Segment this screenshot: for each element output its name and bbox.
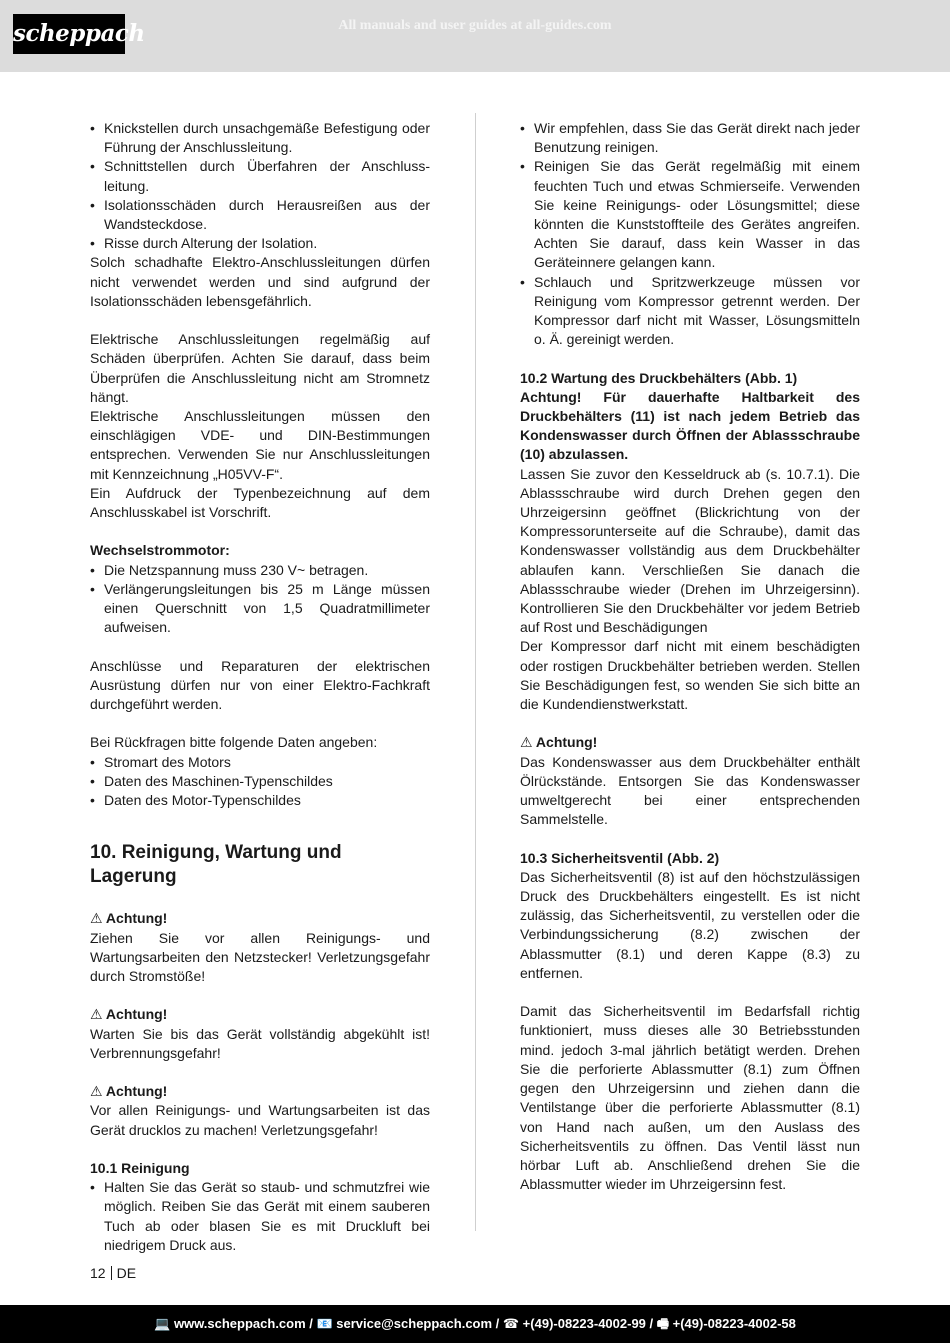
watermark-text: All manuals and user guides at all-guides.com xyxy=(338,18,612,33)
list-item: • Daten des Maschinen-Typenschildes xyxy=(90,772,430,791)
footer-contact-bar xyxy=(0,1305,950,1343)
list-item: • Stromart des Motors xyxy=(90,753,430,772)
list-item: • Schlauch und Spritzwerkzeuge müssen vor Reinigung vom Kompressor getrennt werden. Der Kompressor darf nicht mit Wasser, Lösungsmitteln o. Ä. gereinigt werden. xyxy=(520,273,860,350)
scheppach-logo: scheppach xyxy=(13,14,125,54)
list-item: • Die Netzspannung muss 230 V~ betragen. xyxy=(90,561,430,580)
paragraph: Damit das Sicherheitsventil im Bedarfsfall richtig funktioniert, muss dieses alle 30 Betriebsstunden mind. jedoch 3-mal jährlich betätigt werden. Drehen Sie die perforierte Ablassmutter (8.1) zum Öffnen gegen den Uhrzeigersinn und ziehen dann die Ventilstange über die perforierte Ablassmutter (8.1) von Hand nach außen, um den Auslass des Sicherheitsventils zu öffnen. Das Ventil lässt nun hörbar Luft ab. Anschließend drehen Sie die Ablassmutter wieder im Uhrzeigersinn fest. xyxy=(520,1003,860,1193)
paragraph: Anschlüsse und Reparaturen der elektrischen Ausrüstung dürfen nur von einer Elektro-Fachkraft durchgeführt werden. xyxy=(90,657,430,713)
language-code: DE xyxy=(116,1265,137,1281)
damage-list xyxy=(90,119,430,253)
page-number xyxy=(90,1265,136,1281)
paragraph: Lassen Sie zuvor den Kesseldruck ab (s. 10.7.1). Die Ablassschraube wird durch Drehen gegen den Uhrzeigersinn geöffnet (Blickrichtung von der Kompressorunterseite auf die Schraube), damit das Kondenswasser vollständig aus dem Druckbehälter ablaufen kann. Verschließen Sie danach die Ablassschraube wieder (Drehen im Uhrzeigersinn). Kontrollieren Sie den Druckbehälter vor jedem Betrieb auf Rost und Beschädigungen xyxy=(520,465,860,636)
warning-text: Ziehen Sie vor allen Reinigungs- und Wartungsarbeiten den Netzstecker! Verletzungsgefahr durch Stromstöße! xyxy=(90,929,430,985)
paragraph: Solch schadhafte Elektro-Anschlussleitungen dürfen nicht verwendet werden und sind aufgrund der Isolationsschäden lebensgefährlich. xyxy=(90,254,430,309)
column-divider xyxy=(475,113,476,1231)
list-item: • Daten des Motor-Typenschildes xyxy=(90,791,430,810)
list-item: • Isolationsschäden durch Herausreißen aus der Wandsteckdose. xyxy=(90,196,430,234)
motor-list xyxy=(90,561,430,638)
warning-title: ⚠ Achtung! xyxy=(90,1006,168,1023)
warning-title: ⚠ Achtung! xyxy=(90,1083,168,1100)
subsection-title: 10.1 Reinigung xyxy=(90,1160,190,1177)
warning-text: Warten Sie bis das Gerät vollständig abgekühlt ist! Verbrennungsgefahr! xyxy=(90,1025,430,1061)
paragraph: Das Sicherheitsventil (8) ist auf den höchstzulässigen Druck des Druckbehälters eingestellt. Es ist nicht zulässig, das Sicherheitsventil, zu verstellen oder die Verbindungssicherung (8.2) zwischen der Ablassmutter (8.1) und deren Kappe (8.3) zu entfernen. xyxy=(520,868,860,981)
list-item: • Halten Sie das Gerät so staub- und schmutzfrei wie möglich. Reiben Sie das Gerät mit einem sauberen Tuch ab oder blasen Sie es mit Druckluft bei niedrigem Druck aus. xyxy=(90,1178,430,1255)
list-item: • Knickstellen durch unsachgemäße Befestigung oder Führung der Anschlussleitung. xyxy=(90,119,430,157)
page-separator xyxy=(111,1266,112,1280)
list-item: • Schnittstellen durch Überfahren der Anschluss-leitung. xyxy=(90,157,430,195)
list-item: • Wir empfehlen, dass Sie das Gerät direkt nach jeder Benutzung reinigen. xyxy=(520,119,860,157)
warning-text: Vor allen Reinigungs- und Wartungsarbeiten ist das Gerät drucklos zu machen! Verletzungsgefahr! xyxy=(90,1102,430,1138)
paragraph: Elektrische Anschlussleitungen müssen den einschlägigen VDE- und DIN-Bestimmungen entsprechen. Verwenden Sie nur Anschlussleitungen mit Kennzeichnung „H05VV-F“. xyxy=(90,408,430,482)
page-number-value: 12 xyxy=(90,1265,106,1281)
data-list xyxy=(90,753,430,811)
motor-heading: Wechselstrommotor: xyxy=(90,542,230,559)
right-column xyxy=(520,119,860,1194)
paragraph: Bei Rückfragen bitte folgende Daten angeben: xyxy=(90,734,378,751)
cleaning-list-continued xyxy=(520,119,860,349)
subsection-title: 10.2 Wartung des Druckbehälters (Abb. 1) xyxy=(520,369,798,386)
section-title: 10. Reinigung, Wartung und Lagerung xyxy=(90,842,342,888)
bold-notice: Achtung! Für dauerhafte Haltbarkeit des Druckbehälters (11) ist nach jedem Betrieb das Kondenswasser durch Öffnen der Ablassschraube (10) abzulassen. xyxy=(520,388,860,463)
paragraph: Der Kompressor darf nicht mit einem beschädigten oder rostigen Druckbehälter betrieben werden. Stellen Sie Beschädigungen fest, so wenden Sie sich bitte an die Kundendienstwerkstatt. xyxy=(520,638,860,713)
left-column xyxy=(90,119,430,1255)
header-bar xyxy=(0,0,950,72)
list-item: • Verlängerungsleitungen bis 25 m Länge müssen einen Querschnitt von 1,5 Quadratmillimeter aufweisen. xyxy=(90,580,430,638)
list-item: • Reinigen Sie das Gerät regelmäßig mit einem feuchten Tuch und etwas Schmierseife. Verwenden Sie keine Reinigungs- oder Lösungsmittel; diese könnten die Kunststoffteile des Gerätes angreifen. Achten Sie darauf, dass kein Wasser in das Geräteinnere gelangen kann. xyxy=(520,157,860,272)
subsection-title: 10.3 Sicherheitsventil (Abb. 2) xyxy=(520,849,720,866)
cleaning-list xyxy=(90,1178,430,1255)
warning-text: Das Kondenswasser aus dem Druckbehälter enthält Ölrückstände. Entsorgen Sie das Kondenswasser umweltgerecht bei einer entsprechenden Sammelstelle. xyxy=(520,753,860,828)
contact-line: 💻 www.scheppach.com / 📧 service@scheppach.com / ☎ +(49)-08223-4002-99 / 🖷 +(49)-08223-4002-58 xyxy=(154,1316,796,1331)
warning-title: ⚠ Achtung! xyxy=(90,910,168,927)
paragraph: Ein Aufdruck der Typenbezeichnung auf dem Anschlusskabel ist Vorschrift. xyxy=(90,484,430,521)
list-item: • Risse durch Alterung der Isolation. xyxy=(90,234,430,253)
paragraph: Elektrische Anschlussleitungen regelmäßig auf Schäden überprüfen. Achten Sie darauf, dass beim Überprüfen die Anschlussleitung nicht am Stromnetz hängt. xyxy=(90,331,430,405)
warning-title: ⚠ Achtung! xyxy=(520,734,598,751)
